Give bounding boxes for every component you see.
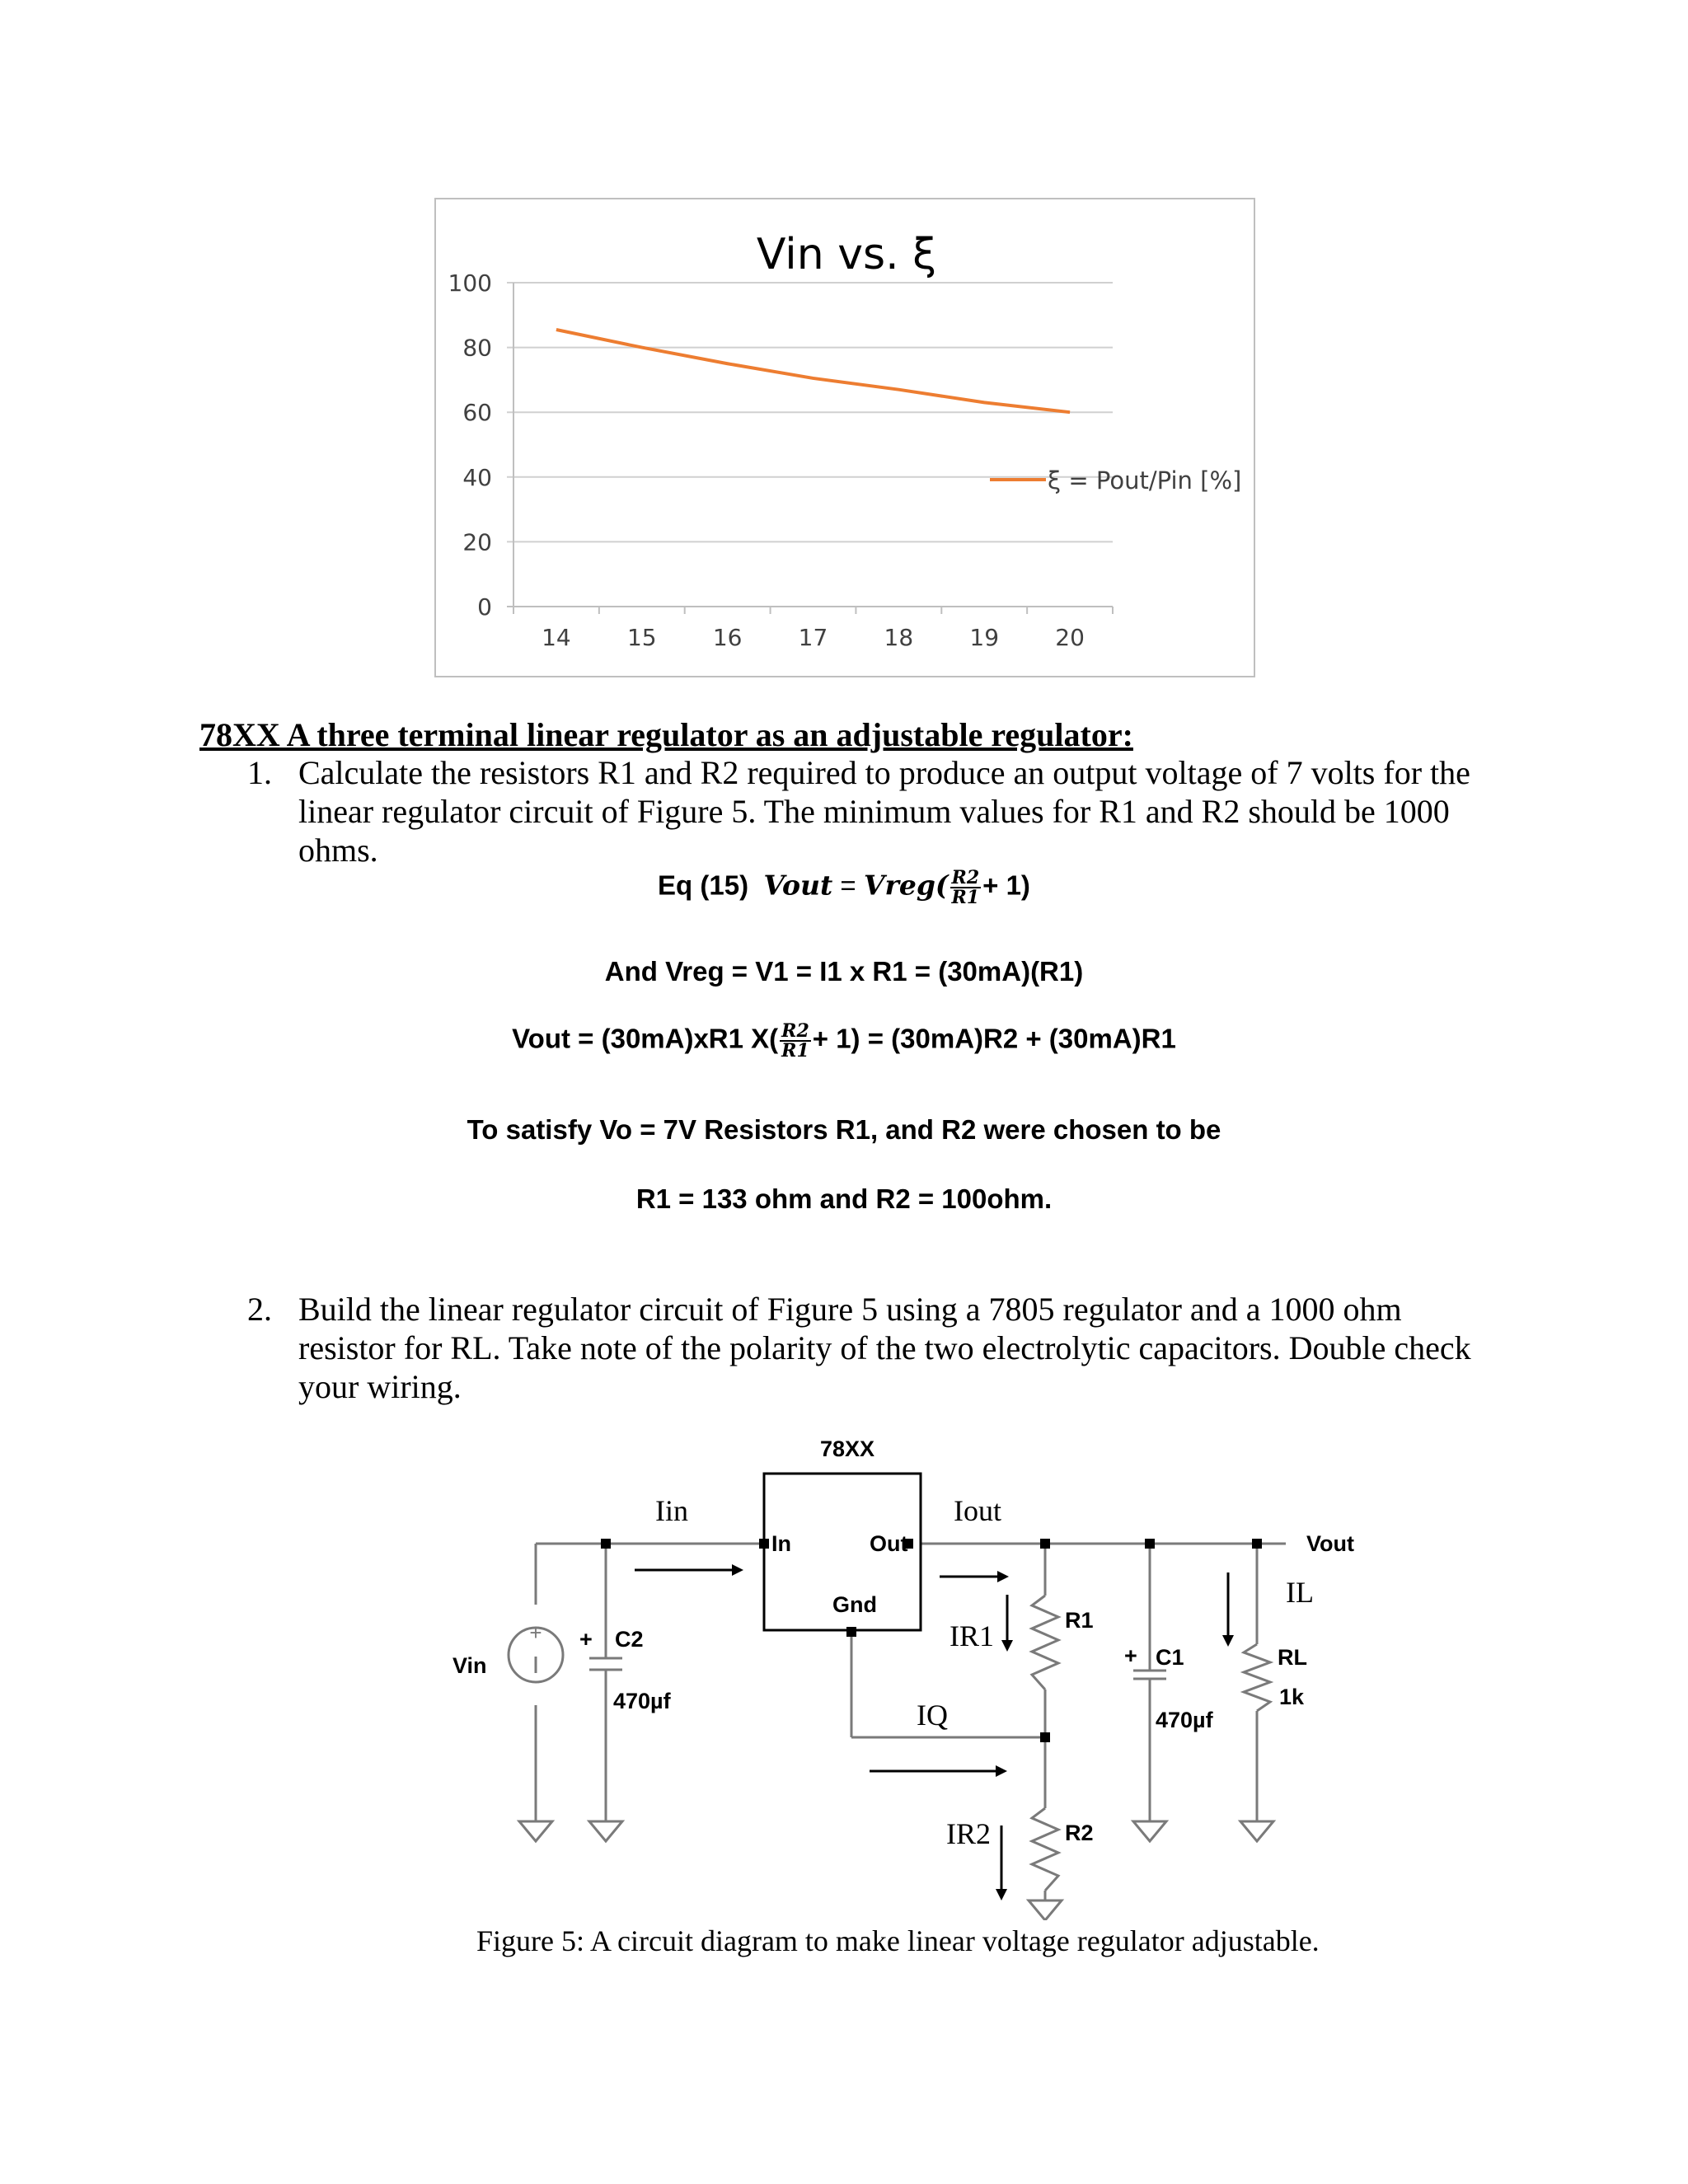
chart-svg <box>436 199 1257 679</box>
list-text <box>298 753 1502 869</box>
y-tick-label: 20 <box>462 528 492 556</box>
iout-label: Iout <box>954 1494 1001 1527</box>
efficiency-chart <box>434 198 1255 677</box>
vreg-equation: And Vreg = V1 = I1 x R1 = (30mA)(R1) <box>604 956 1084 987</box>
pin-gnd-label: Gnd <box>832 1592 877 1617</box>
y-tick-label: 0 <box>477 593 492 621</box>
x-tick-label: 18 <box>884 624 914 651</box>
text-line: ohms. <box>298 832 378 869</box>
eq-denominator: R1 <box>951 887 980 908</box>
iq-label: IQ <box>917 1699 948 1732</box>
x-tick-label: 20 <box>1055 624 1085 651</box>
capacitor-c1-icon <box>1133 1671 1166 1679</box>
c1-plus-label: + <box>1124 1643 1137 1668</box>
text-line: resistor for RL. Take note of the polarity of the two electrolytic capacitors. Double check <box>298 1329 1471 1366</box>
text-line: Calculate the resistors R1 and R2 required to produce an output voltage of 7 volts for the <box>298 754 1470 791</box>
vout-numerator: R2 <box>781 1020 809 1042</box>
y-tick-label: 100 <box>448 269 492 297</box>
x-tick-labels <box>542 624 1085 651</box>
eq-numerator: R2 <box>951 867 980 888</box>
c1-label: C1 <box>1156 1645 1184 1670</box>
voltage-source-icon <box>509 1620 563 1682</box>
section-heading: 78XX A three terminal linear regulator as an adjustable regulator: <box>199 716 1133 753</box>
chart-axes <box>513 283 1113 614</box>
ir1-label: IR1 <box>950 1619 994 1652</box>
c1-value-label: 470µf <box>1156 1708 1213 1732</box>
series-line <box>556 330 1070 412</box>
x-tick-label: 19 <box>969 624 1000 651</box>
text-line: linear regulator circuit of Figure 5. The minimum values for R1 and R2 should be 1000 <box>298 793 1450 830</box>
chart-title: Vin vs. ξ <box>756 230 937 279</box>
y-tick-label: 80 <box>462 334 492 362</box>
resistor-r2-icon <box>1032 1808 1058 1891</box>
il-label: IL <box>1286 1576 1314 1609</box>
chart-legend <box>990 466 1241 494</box>
vout-tail: + 1) = (30mA)R2 + (30mA)R1 <box>812 1023 1176 1054</box>
regulator-label: 78XX <box>819 1436 875 1461</box>
text-line: Build the linear regulator circuit of Figure 5 using a 7805 regulator and a 1000 ohm <box>298 1291 1402 1328</box>
x-tick-label: 14 <box>542 624 571 651</box>
iin-label: Iin <box>655 1494 688 1527</box>
x-tick-label: 16 <box>712 624 743 651</box>
eq-label: Eq (15) <box>658 869 749 901</box>
vout-denominator: R1 <box>781 1040 809 1062</box>
ground-icons <box>519 1821 1273 1920</box>
x-tick-label: 15 <box>626 624 657 651</box>
list-text <box>298 1290 1502 1406</box>
vout-label: Vout <box>1306 1531 1354 1556</box>
list-number: 1. <box>247 754 272 791</box>
text-line: your wiring. <box>298 1368 462 1405</box>
rl-value-label: 1k <box>1279 1685 1305 1709</box>
current-arrows <box>635 1570 1228 1897</box>
circuit-diagram <box>0 1418 1688 1920</box>
resistor-r1-icon <box>1032 1596 1058 1690</box>
chart-series <box>556 330 1070 412</box>
c2-label: C2 <box>615 1627 644 1652</box>
result-line: R1 = 133 ohm and R2 = 100ohm. <box>635 1183 1053 1214</box>
eq-tail: + 1) <box>982 869 1030 901</box>
satisfy-line: To satisfy Vo = 7V Resistors R1, and R2 were chosen to be <box>467 1114 1221 1145</box>
vout-head: Vout = (30mA)xR1 X( <box>512 1023 779 1054</box>
eq-func: Vreg( <box>863 869 949 902</box>
r1-label: R1 <box>1065 1608 1094 1633</box>
legend-label: ξ = Pout/Pin [%] <box>1048 466 1242 494</box>
chart-gridlines <box>507 283 1113 607</box>
vin-label: Vin <box>452 1653 487 1678</box>
eq-equals: = <box>832 869 864 901</box>
equation-15 <box>0 869 1688 907</box>
r2-label: R2 <box>1065 1821 1094 1845</box>
resistor-rl-icon <box>1244 1644 1270 1711</box>
ir2-label: IR2 <box>946 1817 991 1850</box>
pin-in-label: In <box>771 1531 791 1556</box>
y-tick-label: 40 <box>462 463 492 491</box>
figure-caption: Figure 5: A circuit diagram to make linear voltage regulator adjustable. <box>476 1924 1320 1957</box>
rl-label: RL <box>1278 1645 1307 1670</box>
pin-out-label: Out <box>870 1531 908 1556</box>
y-tick-labels <box>448 269 492 621</box>
eq-fraction <box>950 869 982 907</box>
vout-fraction <box>780 1022 811 1060</box>
x-tick-label: 17 <box>798 624 828 651</box>
c2-value-label: 470µf <box>613 1689 671 1713</box>
svg-text:+: + <box>529 1620 542 1645</box>
y-tick-label: 60 <box>462 399 492 427</box>
c2-plus-label: + <box>579 1627 593 1652</box>
capacitor-c2-icon <box>589 1658 622 1670</box>
eq-lhs: Vout <box>763 869 833 902</box>
vout-equation <box>0 1022 1688 1060</box>
list-number: 2. <box>247 1291 272 1328</box>
